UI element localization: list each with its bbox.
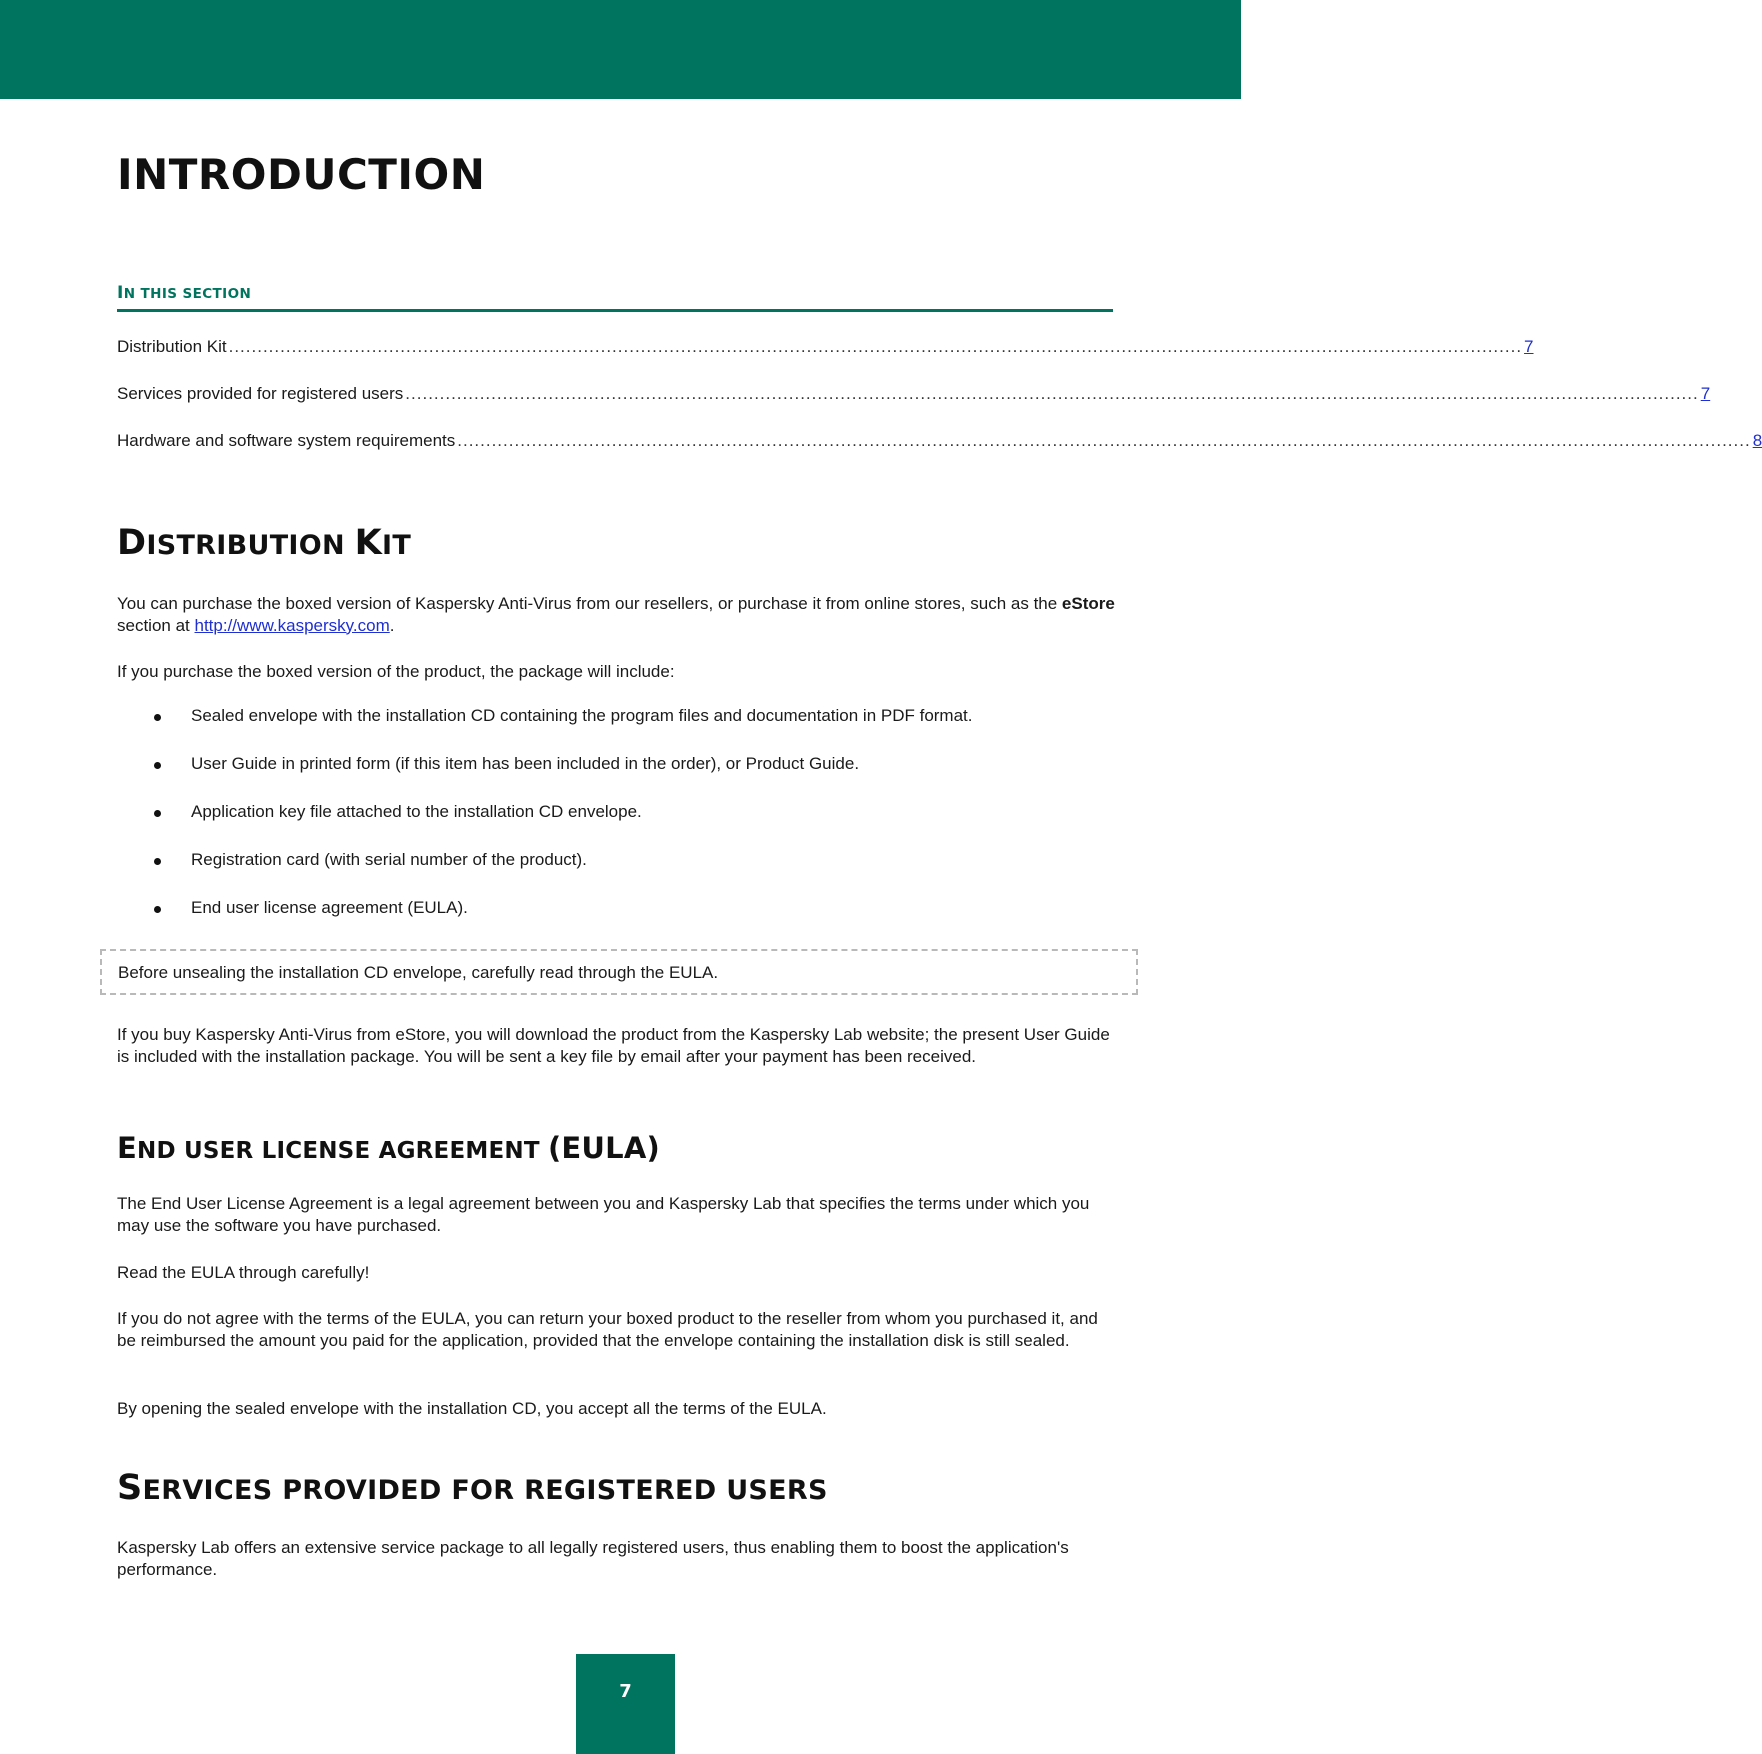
estore-bold-text: eStore	[1061, 594, 1115, 613]
list-item	[117, 754, 1117, 802]
toc-leader-dots: ..................................................................................................................................................................................................................................	[457, 431, 1751, 450]
toc-item-requirements[interactable]	[117, 431, 1762, 478]
list-item	[117, 706, 1117, 754]
page-number: 7	[619, 1681, 632, 1702]
header-band	[0, 0, 1241, 99]
list-item	[117, 802, 1117, 850]
heading-rest: ERVICES PROVIDED FOR REGISTERED USERS	[142, 1475, 828, 1506]
toc-leader-dots: ..................................................................................................................................................................................................................................	[228, 337, 1523, 356]
page-number-tab	[576, 1654, 675, 1754]
bullet-icon	[154, 906, 161, 913]
distribution-kit-intro	[117, 593, 1117, 636]
services-heading	[117, 1468, 828, 1508]
toc-item-services[interactable]	[117, 384, 1711, 431]
heading-rest: IT	[382, 530, 412, 561]
toc-item-title[interactable]: Hardware and software system requirements	[117, 431, 456, 450]
section-label-initial: I	[117, 283, 124, 303]
bullet-icon	[154, 714, 161, 721]
heading-initial: S	[117, 1468, 143, 1508]
list-item-text: Application key file attached to the installation CD envelope.	[191, 802, 642, 821]
section-label-rest: N THIS SECTION	[123, 286, 252, 302]
bullet-icon	[154, 762, 161, 769]
eula-heading	[117, 1131, 660, 1165]
heading-initial: E	[117, 1131, 138, 1165]
eula-definition: The End User License Agreement is a legal agreement between you and Kaspersky Lab that specifies the terms under which you may use the software you have purchased.	[117, 1194, 1090, 1235]
list-item-text: End user license agreement (EULA).	[191, 898, 468, 917]
list-item-text: Registration card (with serial number of the product).	[191, 850, 587, 869]
heading-rest: ISTRIBUTION	[146, 530, 355, 561]
toc-item-title[interactable]: Services provided for registered users	[117, 384, 404, 403]
toc-leader-dots: ..................................................................................................................................................................................................................................	[405, 384, 1699, 403]
estore-download-paragraph: If you buy Kaspersky Anti-Virus from eStore, you will download the product from the Kaspersky Lab website; the present User Guide is included with the installation package. You will be sent a key file by email after your payment has been received.	[117, 1025, 1110, 1066]
paragraph-text: .	[389, 615, 395, 635]
package-intro: If you purchase the boxed version of the product, the package will include:	[117, 662, 675, 681]
note-text: Before unsealing the installation CD envelope, carefully read through the EULA.	[118, 963, 719, 982]
section-toc	[117, 337, 1762, 478]
package-contents-list	[117, 706, 1117, 946]
eula-return-policy: If you do not agree with the terms of the EULA, you can return your boxed product to the reseller from whom you purchased it, and be reimbursed the amount you paid for the application, provided that the envelope containing the installation disk is still sealed.	[117, 1309, 1098, 1350]
eula-acceptance: By opening the sealed envelope with the installation CD, you accept all the terms of the EULA.	[117, 1399, 827, 1418]
eula-note-box	[100, 949, 1138, 995]
heading-initial: D	[117, 523, 147, 563]
list-item	[117, 850, 1117, 898]
list-item-text: User Guide in printed form (if this item has been included in the order), or Product Guide.	[191, 754, 860, 773]
toc-page-link[interactable]: 7	[1700, 384, 1711, 403]
toc-item-distribution-kit[interactable]	[117, 337, 1534, 384]
distribution-kit-heading	[117, 523, 411, 563]
toc-page-link[interactable]: 8	[1752, 431, 1762, 450]
kaspersky-website-link[interactable]: http://www.kaspersky.com	[194, 615, 390, 635]
paragraph-text: section at	[117, 615, 195, 635]
toc-item-title[interactable]: Distribution Kit	[117, 337, 227, 356]
chapter-title: INTRODUCTION	[117, 150, 486, 199]
bullet-icon	[154, 810, 161, 817]
services-intro: Kaspersky Lab offers an extensive service package to all legally registered users, thus enabling them to boost the application's performance.	[117, 1538, 1069, 1579]
list-item-text: Sealed envelope with the installation CD containing the program files and documentation in PDF format.	[191, 706, 973, 725]
heading-initial: K	[354, 523, 383, 563]
heading-acronym: (EULA)	[547, 1131, 660, 1165]
heading-rest: ND USER LICENSE AGREEMENT	[137, 1138, 548, 1164]
toc-page-link[interactable]: 7	[1524, 337, 1534, 356]
list-item	[117, 898, 1117, 946]
paragraph-text: You can purchase the boxed version of Kaspersky Anti-Virus from our resellers, or purchase it from online stores, such as the	[117, 594, 1062, 613]
bullet-icon	[154, 858, 161, 865]
eula-read-carefully: Read the EULA through carefully!	[117, 1263, 370, 1282]
in-this-section-label	[117, 283, 1113, 312]
